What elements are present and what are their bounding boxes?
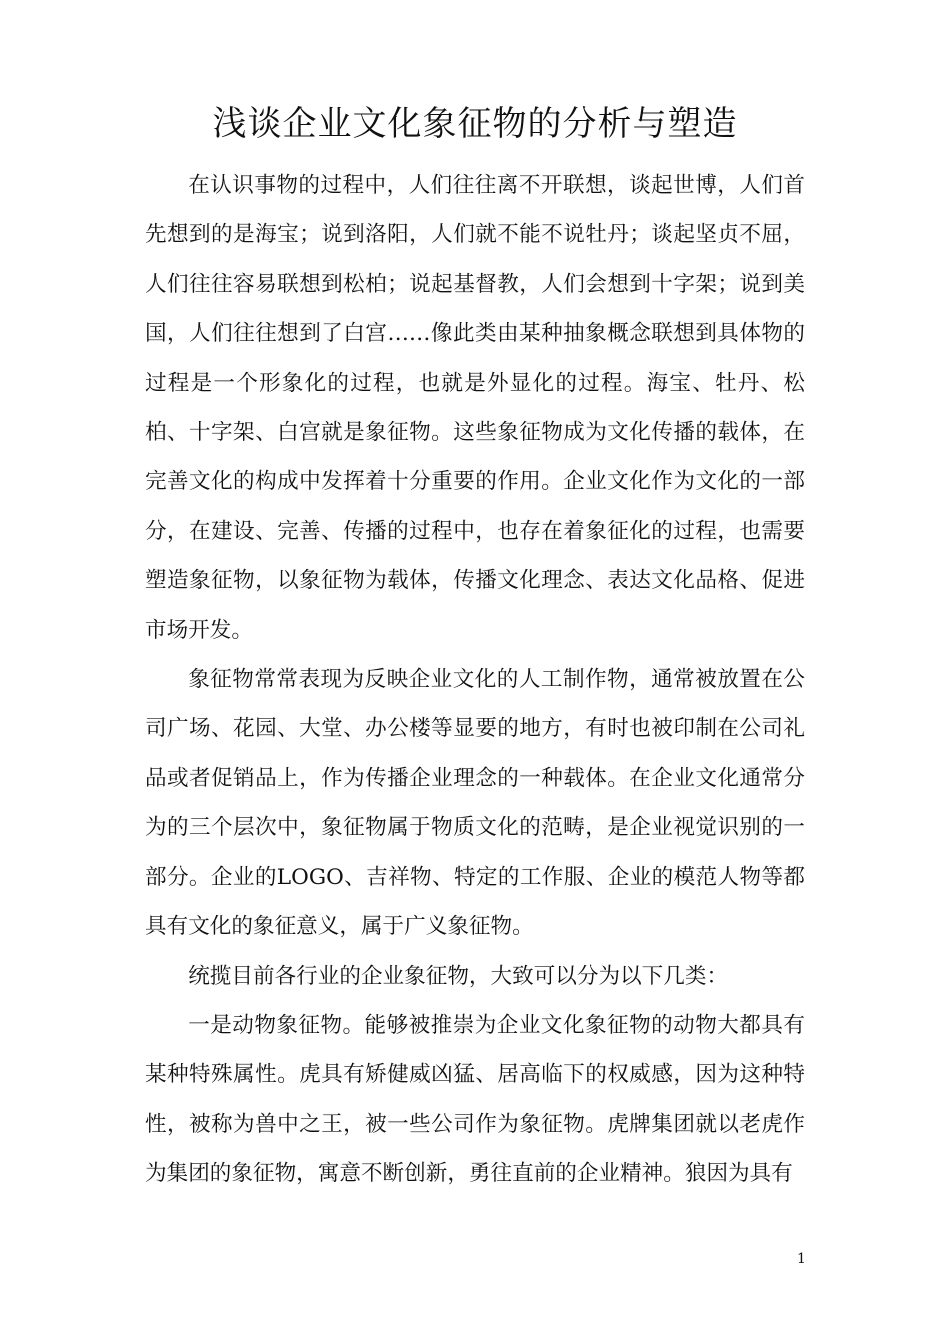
page-number: 1 [797,1251,806,1267]
paragraph-1: 在认识事物的过程中，人们往往离不开联想，谈起世博，人们首先想到的是海宝；说到洛阳，人们就不能不说牡丹；谈起坚贞不屈，人们往往容易联想到松柏；说起基督教，人们会想到十字架；说到美国，人们往往想到了白宫……像此类由某种抽象概念联想到具体物的过程是一个形象化的过程，也就是外显化的过程。海宝、牡丹、松柏、十字架、白宫就是象征物。这些象征物成为文化传播的载体，在完善文化的构成中发挥着十分重要的作用。企业文化作为文化的一部分，在建设、完善、传播的过程中，也存在着象征化的过程，也需要塑造象征物，以象征物为载体，传播文化理念、表达文化品格、促进市场开发。 [145,173,805,643]
document-title: 浅谈企业文化象征物的分析与塑造 [212,104,738,144]
paragraph-3: 统揽目前各行业的企业象征物，大致可以分为以下几类： [188,963,729,989]
document-body [145,161,805,1199]
paragraph-2: 象征物常常表现为反映企业文化的人工制作物，通常被放置在公司广场、花园、大堂、办公楼等显要的地方，有时也被印制在公司礼品或者促销品上，作为传播企业理念的一种载体。在企业文化通常分为的三个层次中，象征物属于物质文化的范畴，是企业视觉识别的一部分。企业的LOGO、吉祥物、特定的工作服、企业的模范人物等都具有文化的象征意义，属于广义象征物。 [145,667,805,940]
paragraph-4: 一是动物象征物。能够被推崇为企业文化象征物的动物大都具有某种特殊属性。虎具有矫健威凶猛、居高临下的权威感，因为这种特性，被称为兽中之王，被一些公司作为象征物。虎牌集团就以老虎作为集团的象征物，寓意不断创新，勇往直前的企业精神。狼因为具有 [145,1012,805,1187]
